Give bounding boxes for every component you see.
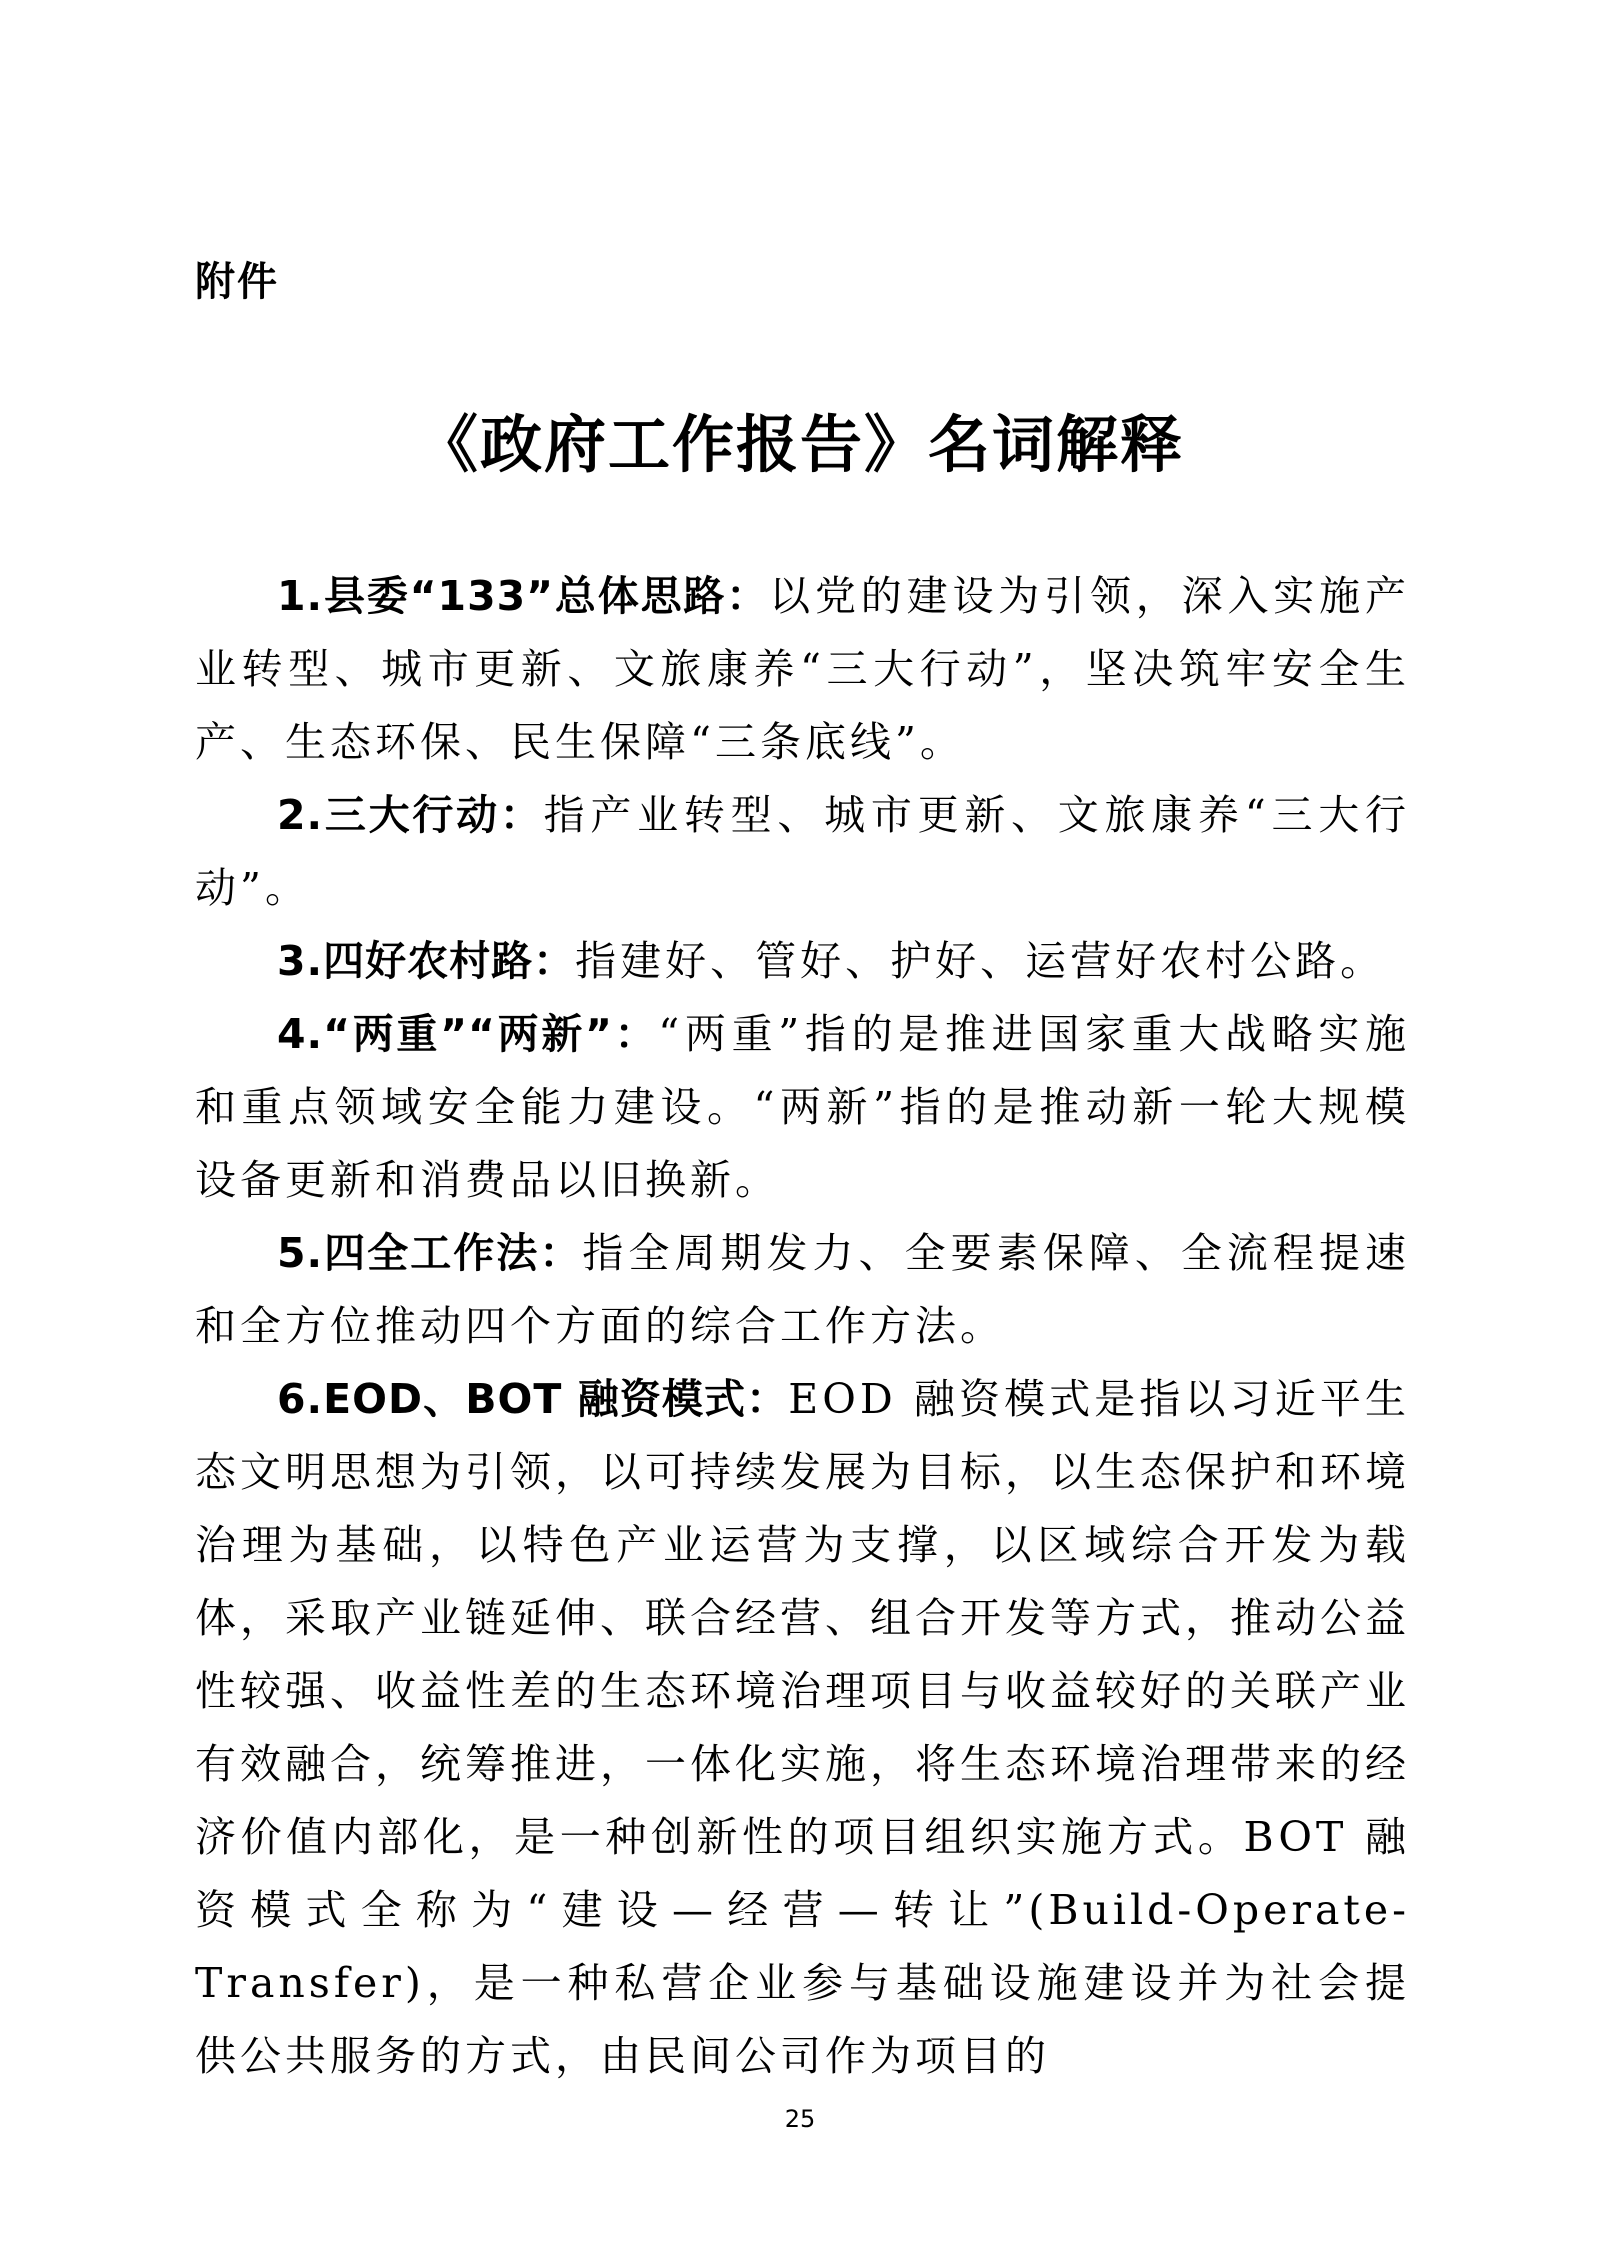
entry-paragraph-2 [195,779,1410,925]
entry-paragraph-5 [195,1217,1410,1363]
document-body [195,560,1410,2093]
entry-paragraph-6 [195,1363,1410,2093]
entry-definition: “两重”指的是推进国家重大战略实施和重点领域安全能力建设。“两新”指的是推动新一轮大规模设备更新和消费品以旧换新。 [195,1010,1411,1204]
entry-definition: 指产业转型、城市更新、文旅康养“三大行动”。 [195,791,1410,912]
entry-term: 3.四好农村路： [277,937,576,985]
attachment-label: 附件 [195,259,279,305]
page-number: 25 [784,2105,816,2133]
entry-definition: 以党的建设为引领，深入实施产业转型、城市更新、文旅康养“三大行动”，坚决筑牢安全生产、生态环保、民生保障“三条底线”。 [195,572,1410,766]
entry-paragraph-3 [195,925,1410,998]
entry-term: 4.“两重”“两新”： [277,1010,659,1058]
entry-paragraph-4 [195,998,1410,1217]
entry-term: 5.四全工作法： [277,1229,583,1277]
entry-term: 1.县委“133”总体思路： [277,572,770,620]
entry-definition: 指建好、管好、护好、运营好农村公路。 [575,937,1386,985]
entry-term: 6.EOD、BOT 融资模式： [277,1375,789,1423]
document-title: 《政府工作报告》名词解释 [415,408,1184,481]
entry-paragraph-1 [195,560,1410,779]
entry-definition: 指全周期发力、全要素保障、全流程提速和全方位推动四个方面的综合工作方法。 [195,1229,1411,1350]
entry-term: 2.三大行动： [277,791,544,839]
entry-definition: EOD 融资模式是指以习近平生态文明思想为引领，以可持续发展为目标，以生态保护和环境治理为基础，以特色产业运营为支撑，以区域综合开发为载体，采取产业链延伸、联合经营、组合开发等方式，推动公益性较强、收益性差的生态环境治理项目与收益较好的关联产业有效融合，统筹推进，一体化实施，将生态环境治理带来的经济价值内部化，是一种创新性的项目组织实施方式。BOT 融资模式全称为“建设—经营—转让”(Build-Operate-Transfer)，是一种私营企业参与基础设施建设并为社会提供公共服务的方式，由民间公司作为项目的 [195,1375,1411,2080]
